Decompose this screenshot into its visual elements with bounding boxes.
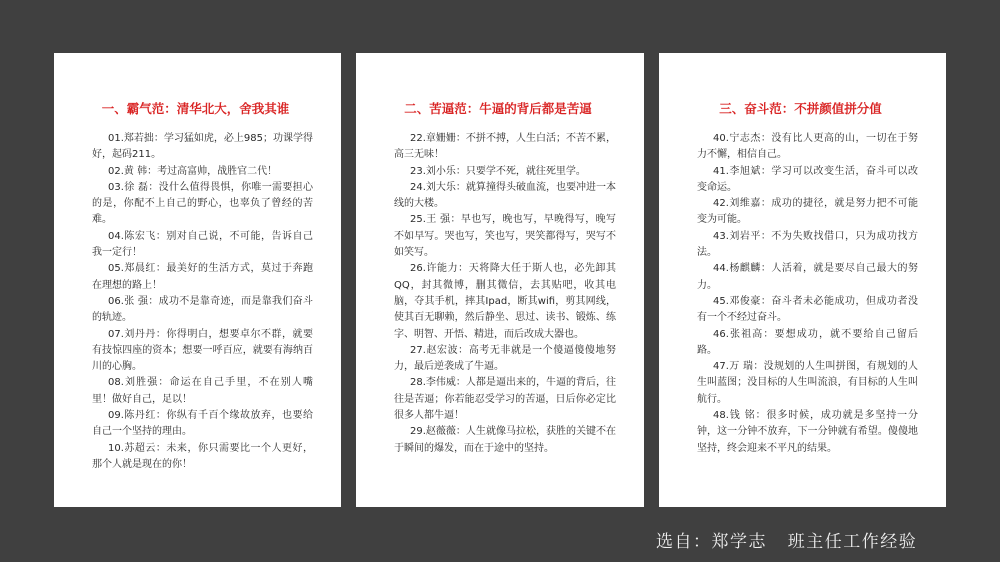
list-item: 41.李旭斌：学习可以改变生活，奋斗可以改变命运。 bbox=[697, 165, 918, 193]
card-title: 二、苦逼范：牛逼的背后都是苦逼 bbox=[404, 101, 592, 116]
list-item: 25.王 强：早也写，晚也写，早晚得写，晚写不如早写。哭也写，笑也写，哭笑都得写，哭写不如笑写。 bbox=[394, 214, 616, 259]
entry-list bbox=[394, 131, 616, 457]
list-item: 44.杨麒麟：人活着，就是要尽自己最大的努力。 bbox=[697, 263, 918, 291]
list-item: 02.黄 韩：考过高富帅，战胜官二代！ bbox=[108, 165, 278, 177]
list-item: 03.徐 磊：没什么值得畏惧，你唯一需要担心的是，你配不上自己的野心，也辜负了曾经的苦难。 bbox=[92, 181, 313, 226]
list-item: 45.邓俊豪：奋斗者未必能成功，但成功者没有一个不经过奋斗。 bbox=[697, 295, 918, 324]
list-item: 48.钱 铭：很多时候，成功就是多坚持一分钟，这一分钟不放弃，下一分钟就有希望。傻傻地坚持，终会迎来不平凡的结果。 bbox=[697, 410, 918, 454]
list-item: 24.刘大乐：就算撞得头破血流，也要冲进一本线的大楼。 bbox=[394, 181, 616, 210]
list-item: 22.章姗姗：不拼不搏，人生白活；不苦不累，高三无味！ bbox=[394, 133, 616, 161]
entry-list bbox=[697, 131, 918, 457]
card-bawei bbox=[54, 53, 341, 507]
list-item: 26.许能力：天将降大任于斯人也，必先卸其QQ，封其微博，删其微信，去其贴吧，收其电脑，夺其手机，摔其Ipad，断其wifi，剪其网线，使其百无聊赖，然后静坐、思过、读书、锻炼、练字、明智、开悟、精进，而后改成大器也。 bbox=[394, 263, 616, 340]
list-item: 47.万 瑞：没规划的人生叫拼图，有规划的人生叫蓝图；没目标的人生叫流浪，有目标的人生叫航行。 bbox=[697, 361, 918, 405]
card-fendou bbox=[659, 53, 946, 507]
list-item: 07.刘丹丹：你得明白，想要卓尔不群，就要有技惊四座的资本；想要一呼百应，就要有海纳百川的心胸。 bbox=[92, 328, 313, 373]
list-item: 06.张 强：成功不是靠奇迹，而是靠我们奋斗的轨迹。 bbox=[92, 295, 313, 324]
list-item: 08.刘胜强：命运在自己手里，不在别人嘴里！做好自己，足以！ bbox=[92, 377, 313, 405]
list-item: 29.赵薇薇：人生就像马拉松，获胜的关键不在于瞬间的爆发，而在于途中的坚持。 bbox=[394, 426, 616, 454]
list-item: 27.赵宏波：高考无非就是一个傻逼傻傻地努力，最后逆袭成了牛逼。 bbox=[394, 344, 616, 373]
list-item: 01.郑若拙：学习猛如虎，必上985；功课学得好，起码211。 bbox=[92, 133, 313, 161]
card-title: 一、霸气范：清华北大，舍我其谁 bbox=[101, 101, 290, 116]
list-item: 10.苏超云：未来，你只需要比一个人更好，那个人就是现在的你！ bbox=[92, 442, 313, 470]
list-item: 04.陈宏飞：别对自己说，不可能，告诉自己我一定行！ bbox=[92, 230, 313, 259]
list-item: 28.李伟威：人都是逼出来的，牛逼的背后，往往是苦逼；你若能忍受学习的苦逼，日后你必定比很多人都牛逼！ bbox=[394, 377, 616, 422]
list-item: 46.张祖高：要想成功，就不要给自己留后路。 bbox=[697, 328, 918, 356]
list-item: 40.宁志杰：没有比人更高的山，一切在于努力不懈，相信自己。 bbox=[697, 133, 918, 161]
card-kubi bbox=[356, 53, 644, 507]
entry-list bbox=[92, 131, 313, 473]
list-item: 43.刘岩平：不为失败找借口，只为成功找方法。 bbox=[697, 230, 918, 259]
source-caption: 选自：郑学志 班主任工作经验 bbox=[656, 532, 918, 552]
list-item: 42.刘维嘉：成功的捷径，就是努力把不可能变为可能。 bbox=[697, 198, 918, 226]
card-title: 三、奋斗范：不拼颜值拼分值 bbox=[719, 101, 882, 116]
list-item: 05.郑晨红：最美好的生活方式，莫过于奔跑在理想的路上！ bbox=[92, 263, 313, 291]
list-item: 23.刘小乐：只要学不死，就往死里学。 bbox=[410, 165, 586, 177]
list-item: 09.陈丹红：你纵有千百个缘故放弃，也要给自己一个坚持的理由。 bbox=[92, 410, 313, 438]
